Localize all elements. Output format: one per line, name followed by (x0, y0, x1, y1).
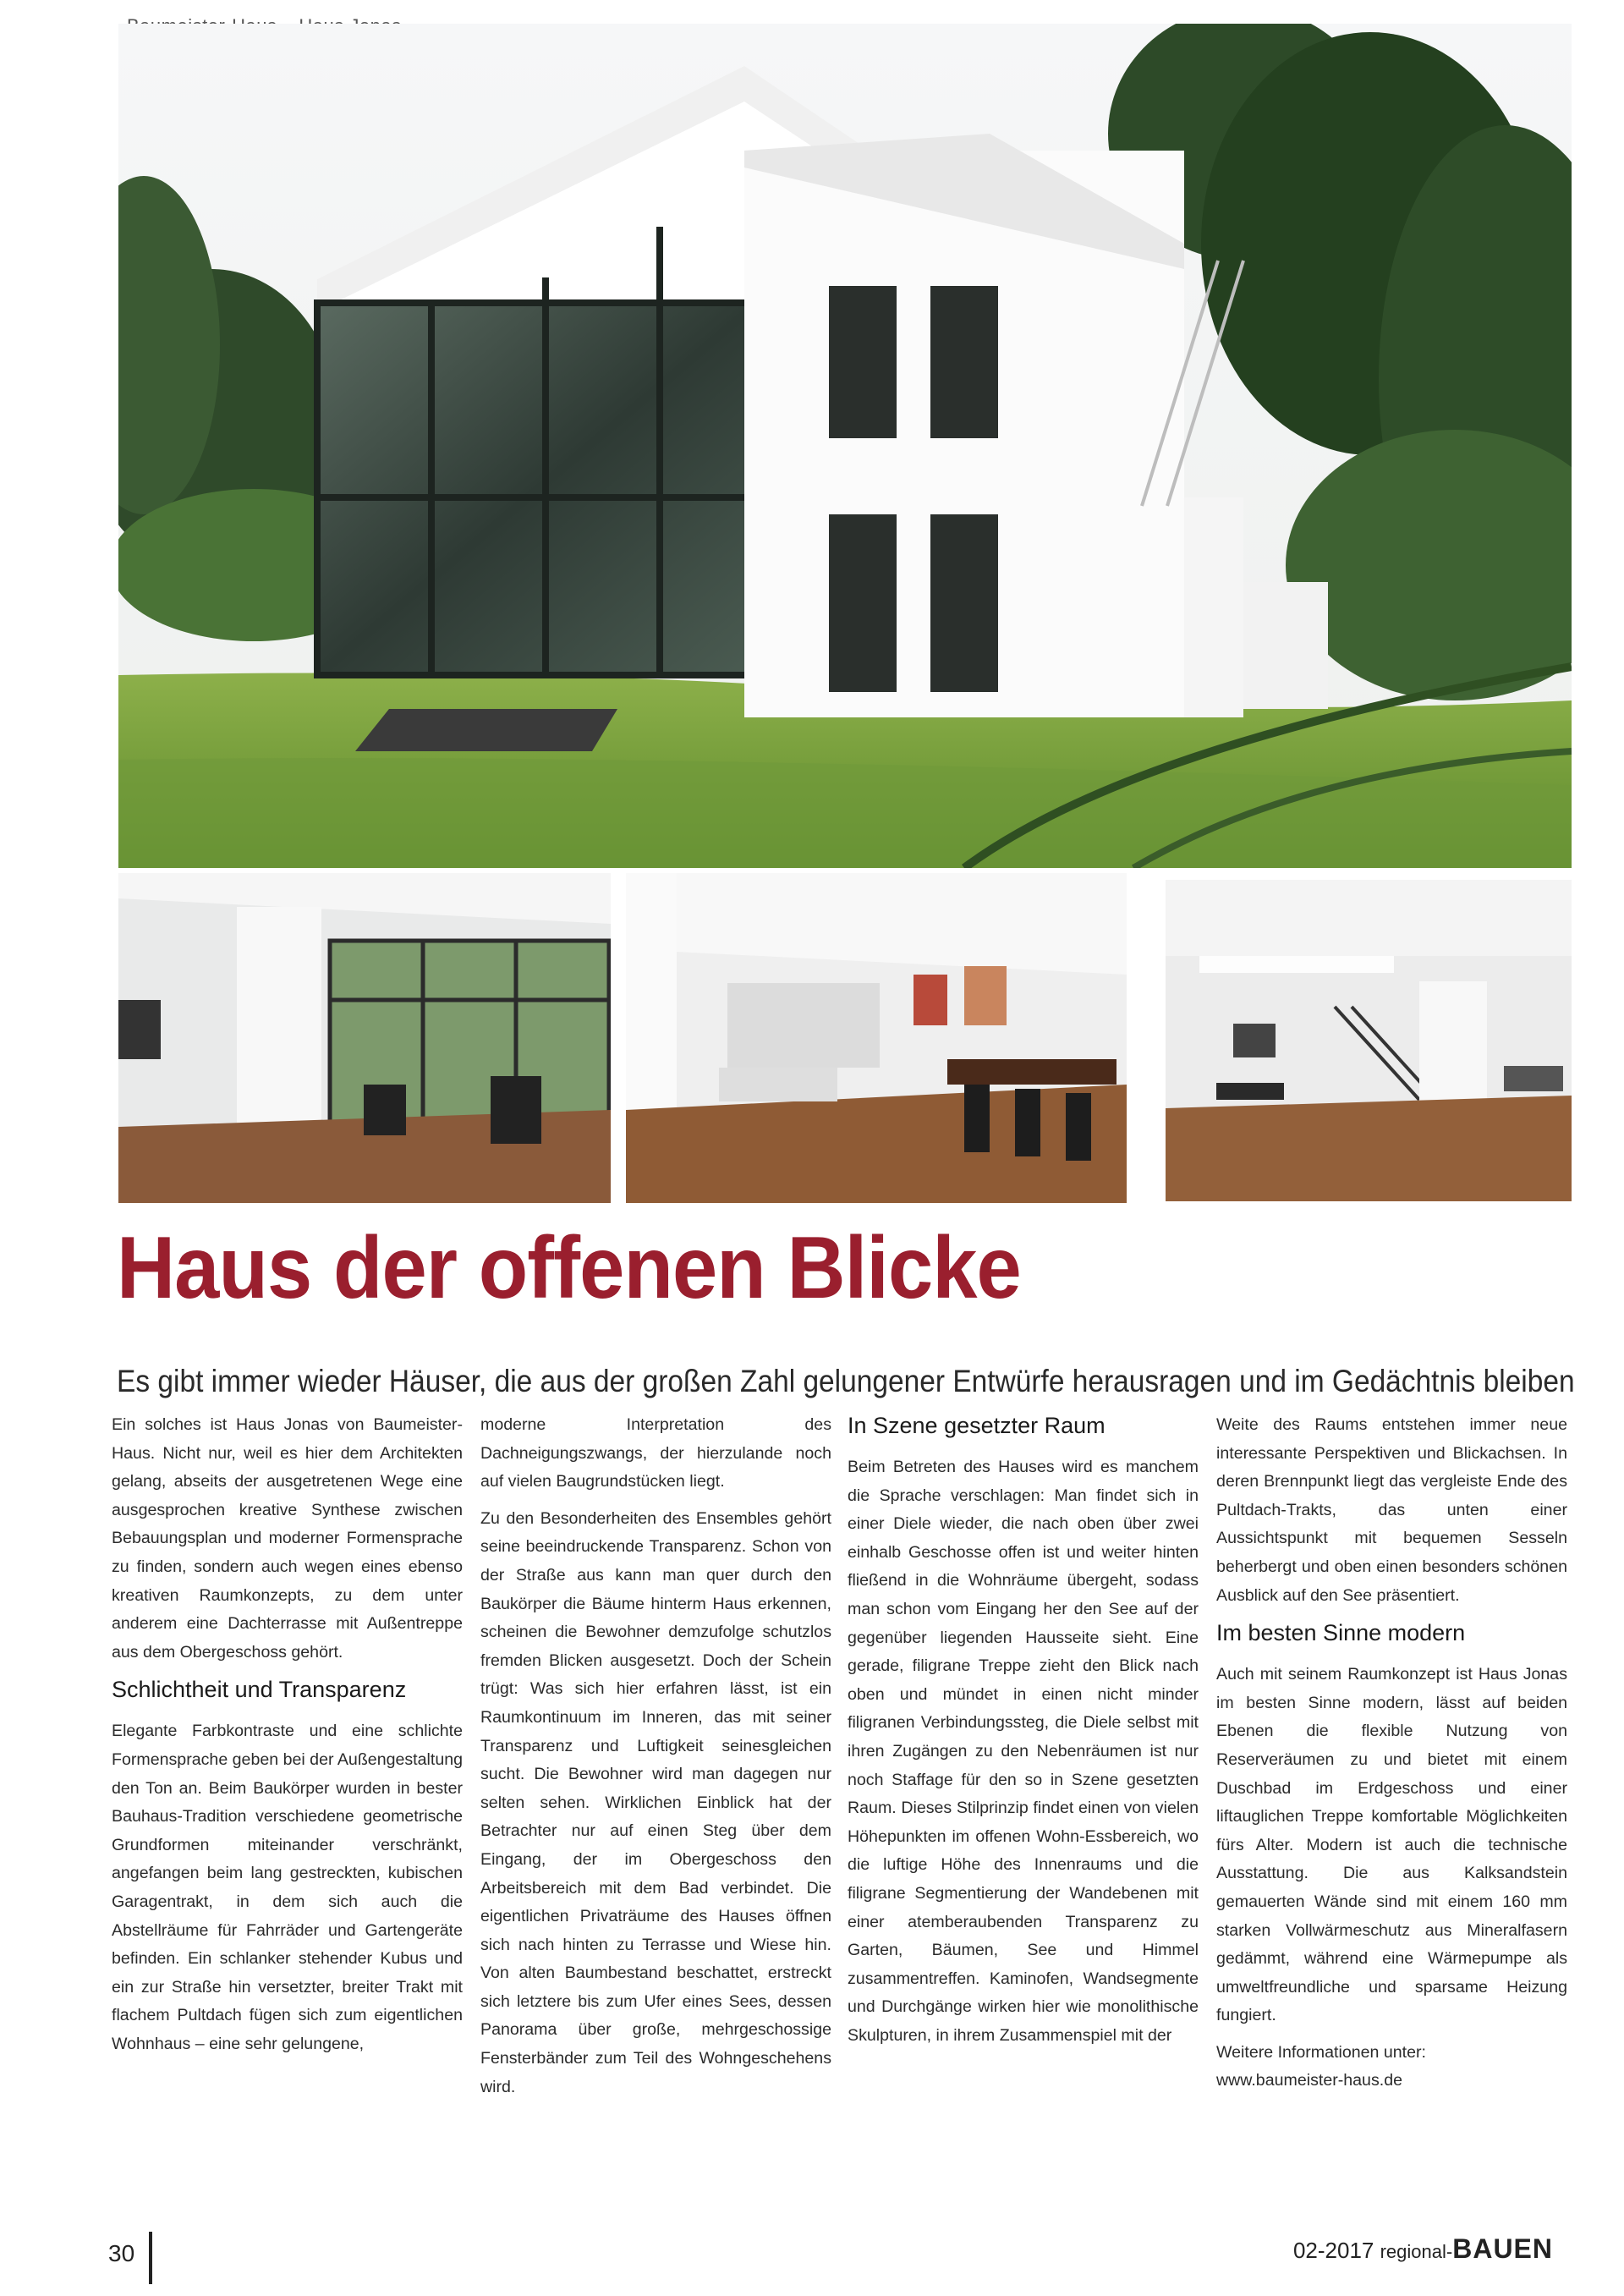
subheadline: Es gibt immer wieder Häuser, die aus der großen Zahl gelungener Entwürfe herausragen und im Gedächtnis bleiben (117, 1364, 1575, 1398)
paragraph: Beim Betreten des Hauses wird es manchem die Sprache verschlagen: Man findet sich in einer Diele wieder, die nach oben über zwei einhalb Geschosse offen ist und weiter hinten fließend in die Wohnräume übergeht, sodass man schon vom Eingang her den See auf der gegenüber liegenden Hausseite sieht. Eine gerade, filigrane Treppe zieht den Blick nach oben und mündet in einen nicht minder filigranen Verbindungssteg, die Diele selbst mit ihren Zugängen zu den Nebenräumen ist nur noch Staffage für den so in Szene gesetzten Raum. Dieses Stilprinzip findet einen von vielen Höhepunkten im offenen Wohn-Essbereich, wo die luftige Höhe des Innenraums und die filigrane Segmentierung der Wandebenen mit einer atemberaubenden Transparenz zu Garten, Bäumen, See und Himmel zusammentreffen. Kaminofen, Wandsegmente und Durchgänge wirken hier wie monolithische Skulpturen, in ihrem Zusammenspiel mit der (848, 1458, 1199, 2045)
paragraph: Weitere Informationen unter: (1216, 2042, 1426, 2062)
interior-photo-staircase-gallery (1166, 880, 1572, 1201)
text-column-1 (112, 1411, 463, 2067)
interior-photo-kitchen-dining (626, 873, 1127, 1203)
paragraph: Auch mit seinem Raumkonzept ist Haus Jonas im besten Sinne modern, lässt auf beiden Ebenen die flexible Nutzung von Reserveräumen zu und bietet mit einem Duschbad im Erdgeschoss und einer liftauglichen Treppe komfortable Möglichkeiten fürs Alter. Modern ist auch die technische Ausstattung. Die aus Kalksandstein gemauerten Wände sind mit einem 160 mm starken Vollwärmeschutz aus Mineralfasern gedämmt, während eine Wärmepumpe als umweltfreundliche und sparsame Heizung fungiert. (1216, 1665, 1567, 2025)
website-link[interactable]: www.baumeister-haus.de (1216, 2071, 1402, 2090)
section-heading: In Szene gesetzter Raum (848, 1413, 1106, 1438)
interior-photo-living-room (118, 873, 611, 1203)
footer-rule (149, 2232, 152, 2284)
hero-photo-house-exterior (118, 24, 1572, 868)
page-number: 30 (108, 2240, 135, 2266)
paragraph: Weite des Raums entstehen immer neue interessante Perspektiven und Blickachsen. In deren Brennpunkt liegt das vergleiste Ende des Pultdach-Trakts, das unten einer Aussichtspunkt mit bequemen Sesseln beherbergt und oben einen besonders schönen Ausblick auf den See präsentiert. (1216, 1415, 1567, 1605)
text-column-4 (1216, 1411, 1567, 2096)
headline: Haus der offenen Blicke (117, 1219, 1021, 1317)
text-column-2 (480, 1411, 831, 2110)
paragraph: Elegante Farbkontraste und eine schlichte Formensprache geben bei der Außengestaltung den Ton an. Beim Baukörper wurden in bester Bauhaus-Tradition verschiedene geometrische Grundformen miteinander verschränkt, angefangen beim lang gestreckten, kubischen Garagentrakt, in dem sich auch die Abstellräume für Fahrräder und Gartengeräte befinden. Ein schlanker stehender Kubus und ein zur Straße hin versetzter, breiter Trakt mit flachem Pultdach fügen sich zum eigentlichen Wohnhaus – eine sehr gelungene, (112, 1722, 464, 2053)
paragraph: Ein solches ist Haus Jonas von Baumeister-Haus. Nicht nur, weil es hier dem Architekten gelang, abseits der ausgetretenen Wege eine ausgesprochen kreative Synthese zwischen Bebauungsplan und moderner Formensprache zu finden, sondern auch wegen eines ebenso kreativen Raumkonzepts, zu dem unter anderem eine Dachterrasse mit Außentreppe aus dem Obergeschoss gehört. (112, 1415, 463, 1662)
issue-label (1293, 2233, 1553, 2265)
issue-date: 02-2017 (1292, 2238, 1374, 2263)
magazine-brand: BAUEN (1452, 2233, 1553, 2264)
text-column-3 (848, 1403, 1199, 2058)
regional-label: regional- (1380, 2241, 1453, 2262)
paragraph: moderne Interpretation des Dachneigungszwangs, der hierzulande noch auf vielen Baugrundstücken liegt. (480, 1415, 831, 1491)
section-heading: Schlichtheit und Transparenz (112, 1677, 407, 1703)
paragraph: Zu den Besonderheiten des Ensembles gehört seine beeindruckende Transparenz. Schon von der Straße aus kann man quer durch den Baukörper die Bäume hinterm Haus erkennen, scheinen die Bewohner demzufolge schutzlos fremden Blicken ausgesetzt. Doch der Schein trügt: Was sich hier erfahren lässt, ist ein Raumkontinuum im Inneren, das mit seiner Transparenz und Luftigkeit seinesgleichen sucht. Die Bewohner wird man dagegen nur selten sehen. Wirklichen Einblick hat der Betrachter nur auf einen Steg über dem Eingang, der im Obergeschoss den Arbeitsbereich mit dem Bad verbindet. Die eigentlichen Privaträume des Hauses öffnen sich nach hinten zu Terrasse und Wiese hin. Von alten Baumbestand beschattet, erstreckt sich letztere bis zum Ufer eines Sees, dessen Panorama über große, mehrgeschossige Fensterbänder zum Teil des Wohngeschehens wird. (480, 1508, 831, 2096)
section-heading: Im besten Sinne modern (1216, 1620, 1466, 1646)
